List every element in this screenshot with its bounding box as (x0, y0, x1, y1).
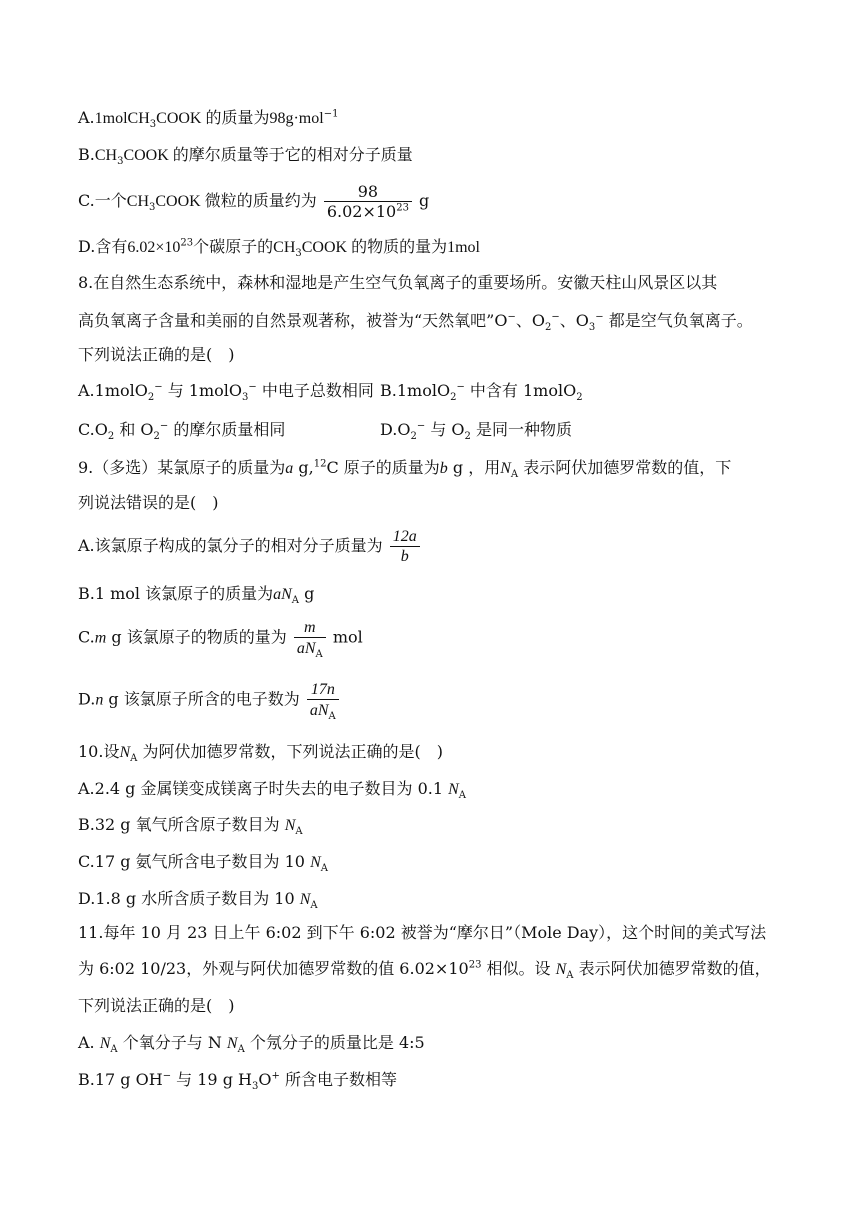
q9-option-c: C.m g 该氯原子的物质的量为 $\frac{m}{aN_A}$ mol (78, 619, 363, 661)
q9-option-b: B.1 mol 该氯原子的质量为$aN_A$ g (78, 584, 315, 607)
q9-option-d: D.n g 该氯原子所含的电子数为 $\frac{17n}{aN_A}$ (78, 680, 341, 720)
q9-stem-line1: 9.（多选）某氯原子的质量为a g,$^{12}$C 原子的质量为b g ，用$N_A$ 表示阿伏加德罗常数的值，下 (78, 458, 732, 481)
q7-option-c: C.一个$CH_3COOK$ 微粒的质量约为 $\frac{98}{6.02\times 10^{23}}$ g (78, 182, 430, 221)
q9-option-a: A.该氯原子构成的氯分子的相对分子质量为 $\frac{12a}{b}$ (78, 527, 422, 566)
q10-stem: 10.设$N_A$ 为阿伏加德罗常数，下列说法正确的是( ) (78, 742, 443, 765)
q9-d-fraction: $\frac{17n}{aN_A}$ (307, 680, 339, 720)
q8-stem-line2: 高负氧离子含量和美丽的自然景观著称，被誉为“天然氧吧”O−、$O_2^-$、$O_3^-$ 都是空气负氧离子。 (78, 311, 753, 334)
q7-option-a: A.1molCH$_3$COOK 的质量为98g·mol$^{-1}$ (78, 108, 339, 131)
q9-a-fraction: $\frac{12a}{b}$ (390, 527, 420, 566)
q8-option-d: $D.O_2^-$ 与 $O_2$ 是同一种物质 (380, 420, 572, 443)
q9-c-fraction: $\frac{m}{aN_A}$ (294, 618, 326, 658)
q8-stem-line3: 下列说法正确的是( ) (78, 345, 235, 364)
q8-option-c: $C.O_2$ 和 $O_2^-$ 的摩尔质量相同 (78, 420, 286, 443)
q8-option-b: B.1molO$_2$− 中含有 1molO$_2$ (380, 381, 583, 404)
q7-option-b: $B.CH_3COOK$ 的摩尔质量等于它的相对分子质量 (78, 145, 413, 168)
q10-option-a: A.2.4 g 金属镁变成镁离子时失去的电子数目为 0.1 $N_A$ (78, 779, 467, 802)
q8-stem-line1: 8.在自然生态系统中，森林和湿地是产生空气负氧离子的重要场所。安徽天柱山风景区以其 (78, 273, 718, 292)
q10-option-d: D.1.8 g 水所含质子数目为 10 $N_A$ (78, 889, 318, 912)
q11-stem-line1: 11.每年 10 月 23 日上午 6:02 到下午 6:02 被誉为“摩尔日”（Mole Day），这个时间的美式写法 (78, 923, 767, 942)
q7-fraction: $\frac{98}{6.02\times 10^{23}}$ (324, 182, 412, 221)
q11-option-b: B.17 g OH− 与 19 g $H_3O^+$ 所含电子数相等 (78, 1070, 397, 1093)
q8-options-ab (78, 380, 374, 402)
q7-option-d: D.含有$6.02\times 10^{23}$个碳原子的$CH_3COOK$ 的物质的量为1mol (78, 237, 480, 260)
q10-option-b: B.32 g 氧气所含原子数目为 $N_A$ (78, 815, 303, 838)
q9-stem-line2: 列说法错误的是( ) (78, 493, 219, 512)
q11-stem-line3: 下列说法正确的是( ) (78, 996, 235, 1015)
q11-option-a: A. $N_A$ 个氧分子与 N $N_A$ 个氖分子的质量比是 4:5 (78, 1033, 425, 1056)
q8-option-a: A.1molO$_2$− 与 1molO$_3$− 中电子总数相同 (78, 381, 374, 404)
q11-stem-line2: 为 6:02 10/23，外观与阿伏加德罗常数的值 $6.02\times 10^{23}$ 相似。设 $N_A$ 表示阿伏加德罗常数的值， (78, 959, 771, 982)
q10-option-c: C.17 g 氨气所含电子数目为 10 $N_A$ (78, 852, 328, 875)
